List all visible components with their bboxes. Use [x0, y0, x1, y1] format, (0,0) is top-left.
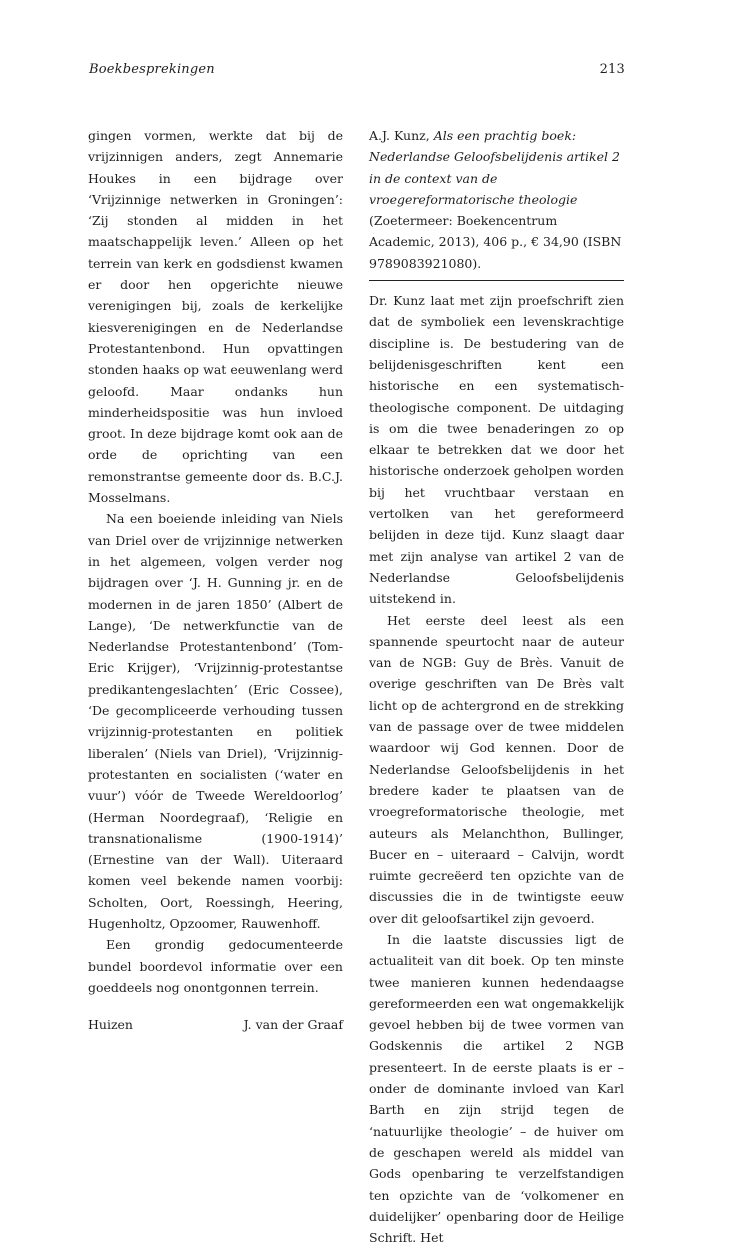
signoff-place: Huizen — [88, 1017, 133, 1033]
running-head — [89, 62, 625, 82]
review-paragraph: Een grondig gedocumenteerde bundel boordevol informatie over een goeddeels nog onontgonnen terrein. — [88, 937, 343, 995]
review-paragraph: Na een boeiende inleiding van Niels van Driel over de vrijzinnige netwerken in het algemeen, volgen verder nog bijdragen over ‘J. H. Gunning jr. en de modernen in de jaren 1850’ (Albert de Lange), ‘De netwerkfunctie van de Nederlandse Protestantenbond’ (Tom-Eric Krijger), ‘Vrijzinnig-protestantse predikantengeslachten’ (Eric Cossee), ‘De gecompliceerde verhouding tussen vrijzinnig-protestanten en politiek liberalen’ (Niels van Driel), ‘Vrijzinnig-protestanten en socialisten (‘water en vuur’) vóór de Tweede Wereldoorlog’ (Herman Noordegraaf), ‘Religie en transnationalisme (1900-1914)’ (Ernestine van der Wall). Uiteraard komen veel bekende namen voorbij: Scholten, Oort, Roessingh, Heering, Hugenholtz, Opzoomer, Rauwenhoff. — [88, 511, 343, 931]
review-paragraph: gingen vormen, werkte dat bij de vrijzinnigen anders, zegt Annemarie Houkes in een bijdrage over ‘Vrijzinnige netwerken in Groningen’: ‘Zij stonden al midden in het maatschappelijk leven.’ Alleen op het terrein van kerk en godsdienst kwamen er door hen opgerichte nieuwe verenigingen bij, zoals de kerkelijke kiesverenigingen en de Nederlandse Protestantenbond. Hun opvattingen stonden haaks op wat eeuwenlang werd geloofd. Maar ondanks hun minderheidspositie was hun invloed groot. In deze bijdrage komt ook aan de orde de oprichting van een remonstrantse gemeente door ds. B.C.J. Mosselmans. — [88, 128, 343, 506]
citation-title: Als een prachtig boek: Nederlandse Geloofsbelijdenis artikel 2 in de context van de vroegereformatorische theologie — [369, 128, 620, 207]
citation-details: (Zoetermeer: Boekencentrum Academic, 2013), 406 p., € 34,90 (ISBN 9789083921080). — [369, 213, 622, 271]
review-paragraph: In die laatste discussies ligt de actualiteit van dit boek. Op ten minste twee manieren kunnen hedendaagse gereformeerden een wat ongemakkelijk gevoel hebben bij de twee vormen van Godskennis die artikel 2 NGB presenteert. In de eerste plaats is er – onder de dominante invloed van Karl Barth en zijn strijd tegen de ‘natuurlijke theologie’ – de huiver om de geschapen wereld als middel van Gods openbaring te verzelfstandigen ten opzichte van de ‘volkomener en duidelijker’ openbaring door de Heilige Schrift. Het — [369, 931, 624, 1246]
page-number: 213 — [599, 62, 625, 77]
review-paragraph: Het eerste deel leest als een spannende speurtocht naar de auteur van de NGB: Guy de Brès. Vanuit de overige geschriften van De Brès valt licht op de achtergrond en de strekking van de passage over de twee middelen waardoor wij God kennen. Door de Nederlandse Geloofsbelijdenis in het bredere kader te plaatsen van de vroegreformatorische theologie, met auteurs als Melanchthon, Bullinger, Bucer en – uiteraard – Calvijn, wordt ruimte gecreëerd ten opzichte van de discussies die in de twintigste eeuw over dit geloofsartikel zijn gevoerd. — [369, 612, 624, 926]
book-citation — [369, 125, 624, 274]
citation-divider — [369, 280, 624, 281]
review-signoff — [88, 1014, 343, 1035]
right-column — [369, 125, 624, 1248]
left-column — [88, 125, 343, 1035]
signoff-author: J. van der Graaf — [243, 1017, 343, 1033]
review-paragraph: Dr. Kunz laat met zijn proefschrift zien dat de symboliek een levenskrachtige discipline is. De bestudering van de belijdenisgeschriften kent een historische en een systematisch-theologische component. De uitdaging is om die twee benaderingen zo op elkaar te betrekken dat we door het historische onderzoek geholpen worden bij het vruchtbaar verstaan en vertolken van het gereformeerd belijden in deze tijd. Kunz slaagt daar met zijn analyse van artikel 2 van de Nederlandse Geloofsbelijdenis uitstekend in. — [369, 293, 624, 607]
citation-author: A.J. Kunz, — [369, 128, 434, 143]
section-title: Boekbesprekingen — [89, 62, 215, 77]
